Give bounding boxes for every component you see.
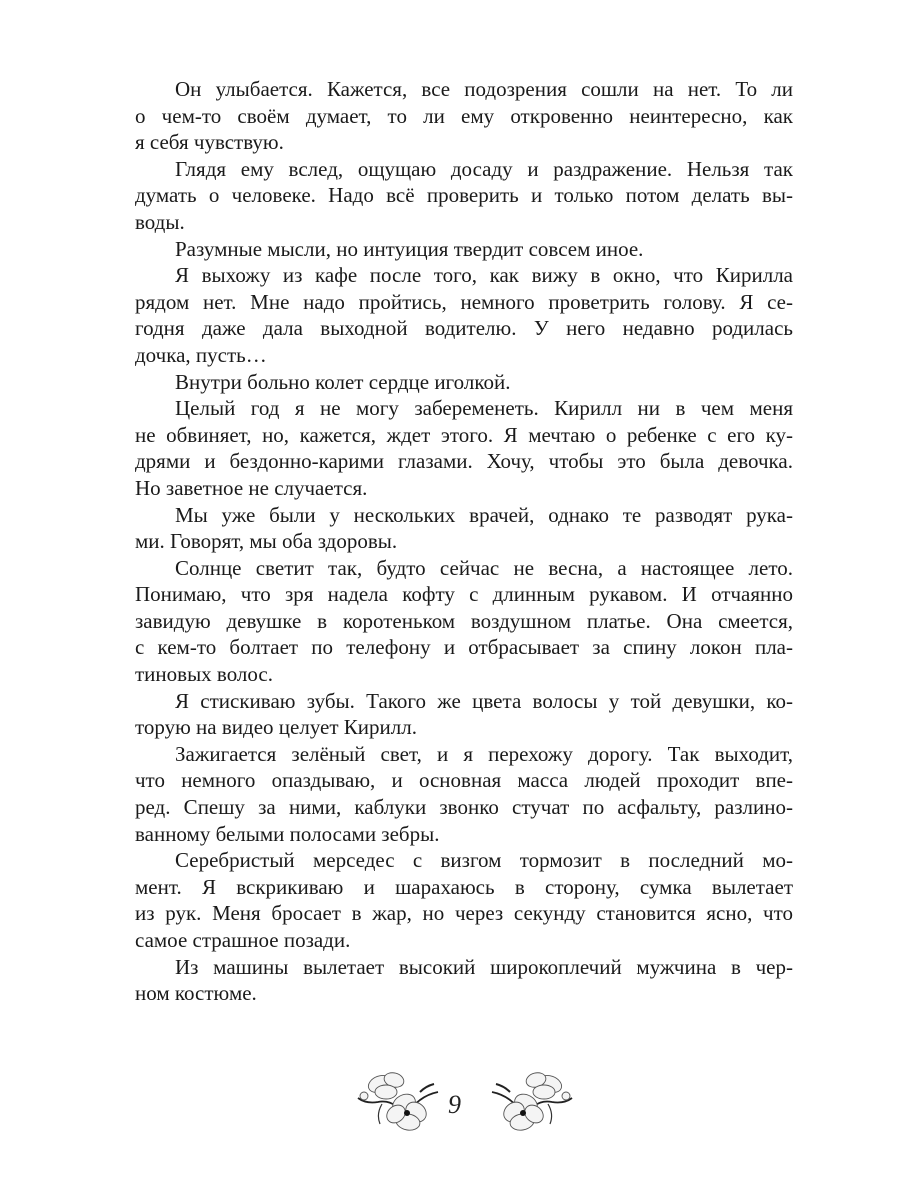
text-line: ном костюме. <box>135 981 257 1006</box>
text-line: Из машины вылетает высокий широкоплечий мужчина в чер- <box>175 954 793 979</box>
text-line: из рук. Меня бросает в жар, но через секунду становится ясно, что <box>135 901 793 926</box>
text-line: ванному белыми полосами зебры. <box>135 821 440 846</box>
text-line: Он улыбается. Кажется, все подозрения сошли на нет. То ли <box>175 77 793 101</box>
text-line: самое страшное позади. <box>135 928 351 952</box>
page-number: 9 <box>448 1090 461 1119</box>
paragraph <box>135 954 793 1007</box>
magnolia-ornament-left-icon <box>352 1068 442 1140</box>
text-line: Разумные мысли, но интуиция твердит совсем иное. <box>175 236 644 261</box>
paragraph <box>135 502 793 555</box>
paragraph <box>135 236 793 263</box>
text-line: Я стискиваю зубы. Такого же цвета волосы у той девушки, ко- <box>175 688 793 713</box>
text-line: Я выхожу из кафе после того, как вижу в окно, что Кирилла <box>175 263 793 288</box>
text-line: с кем-то болтает по телефону и отбрасывает за спину локон пла- <box>135 635 793 660</box>
text-line: Зажигается зелёный свет, и я перехожу дорогу. Так выходит, <box>175 741 793 766</box>
text-line: мент. Я вскрикиваю и шарахаюсь в сторону, сумка вылетает <box>135 874 793 899</box>
text-line: торую на видео целует Кирилл. <box>135 715 417 740</box>
text-line: рядом нет. Мне надо пройтись, немного проветрить голову. Я се- <box>135 289 793 314</box>
text-line: тиновых волос. <box>135 662 273 687</box>
text-line: Целый год я не могу забеременеть. Кирилл ни в чем меня <box>175 396 793 421</box>
text-line: Понимаю, что зря надела кофту с длинным рукавом. И отчаянно <box>135 582 793 607</box>
text-line: дочка, пусть… <box>135 342 267 367</box>
paragraph <box>135 156 793 236</box>
paragraph <box>135 76 793 156</box>
magnolia-ornament-right-icon <box>488 1068 578 1140</box>
paragraph <box>135 688 793 741</box>
paragraph <box>135 395 793 501</box>
text-line: Глядя ему вслед, ощущаю досаду и раздражение. Нельзя так <box>175 156 793 181</box>
page-footer <box>0 1068 900 1144</box>
paragraph <box>135 262 793 368</box>
text-line: думать о человеке. Надо всё проверить и только потом делать вы- <box>135 183 793 208</box>
text-line: дрями и бездонно-карими глазами. Хочу, чтобы это была девочка. <box>135 449 793 474</box>
text-line: Серебристый мерседес с визгом тормозит в последний мо- <box>175 848 793 873</box>
paragraph <box>135 369 793 396</box>
text-line: завидую девушке в коротеньком воздушном платье. Она смеется, <box>135 608 793 633</box>
text-line: Но заветное не случается. <box>135 475 368 500</box>
text-line: воды. <box>135 209 185 234</box>
text-line: о чем-то своём думает, то ли ему откровенно неинтересно, как <box>135 103 793 128</box>
text-line: ред. Спешу за ними, каблуки звонко стучат по асфальту, разлино- <box>135 795 793 820</box>
text-line: Внутри больно колет сердце иголкой. <box>175 369 511 394</box>
text-line: я себя чувствую. <box>135 130 284 155</box>
paragraph <box>135 555 793 688</box>
text-line: ми. Говорят, мы оба здоровы. <box>135 529 398 554</box>
text-line: годня даже дала выходной водителю. У него недавно родилась <box>135 316 793 341</box>
text-line: не обвиняет, но, кажется, ждет этого. Я мечтаю о ребенке с его ку- <box>135 422 793 447</box>
paragraph <box>135 847 793 953</box>
paragraph <box>135 741 793 847</box>
text-line: Мы уже были у нескольких врачей, однако те разводят рука- <box>175 502 793 527</box>
book-page-body <box>135 76 793 1007</box>
text-line: Солнце светит так, будто сейчас не весна, а настоящее лето. <box>175 555 793 580</box>
text-line: что немного опаздываю, и основная масса людей проходит впе- <box>135 768 793 793</box>
